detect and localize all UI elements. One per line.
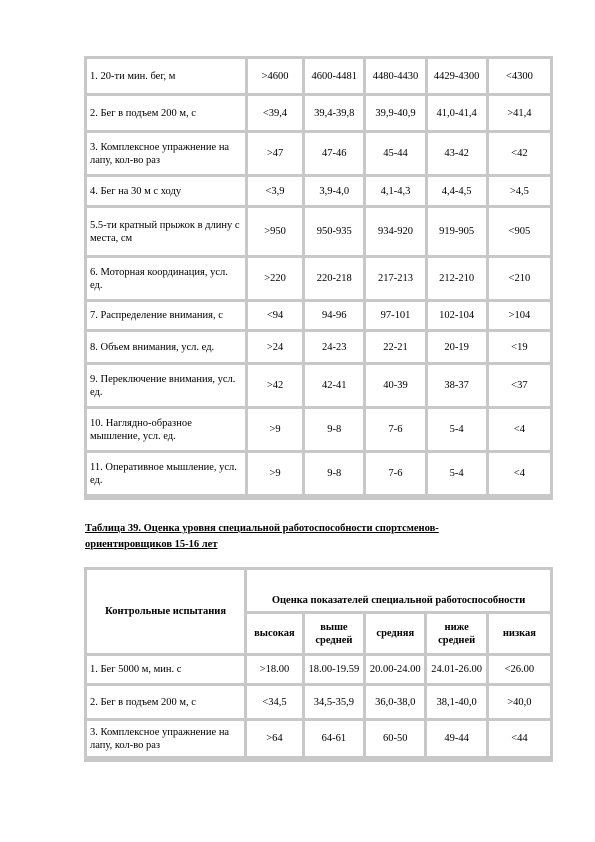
norm-value-cell: 38,1-40,0 — [427, 686, 488, 721]
norm-value-cell: <905 — [489, 208, 550, 258]
norm-value-cell: <19 — [489, 332, 550, 365]
table-row — [87, 656, 550, 686]
table-row — [87, 453, 550, 497]
level-header: высокая — [247, 614, 305, 656]
norm-value-cell: >47 — [248, 133, 305, 177]
table2-header-row — [87, 570, 550, 614]
norm-value-cell: 22-21 — [366, 332, 427, 365]
norm-value-cell: 7-6 — [366, 409, 427, 453]
norm-value-cell: <44 — [489, 721, 550, 759]
table-row — [87, 177, 550, 208]
norm-value-cell: <3,9 — [248, 177, 305, 208]
norm-value-cell: 4429-4300 — [428, 59, 489, 96]
norm-value-cell: 40-39 — [366, 365, 427, 409]
norm-value-cell: >24 — [248, 332, 305, 365]
norm-value-cell: <37 — [489, 365, 550, 409]
norm-value-cell: 5-4 — [428, 453, 489, 497]
header-group-cell: Оценка показателей специальной работоспособности — [247, 570, 550, 614]
norm-value-cell: 39,4-39,8 — [305, 96, 366, 133]
test-name-cell: 7. Распределение внимания, с — [87, 302, 248, 332]
norm-value-cell: >41,4 — [489, 96, 550, 133]
norm-value-cell: 41,0-41,4 — [428, 96, 489, 133]
norm-value-cell: <42 — [489, 133, 550, 177]
norm-value-cell: 20.00-24.00 — [366, 656, 427, 686]
norm-value-cell: <4 — [489, 409, 550, 453]
norm-value-cell: 9-8 — [305, 453, 366, 497]
norm-value-cell: <26.00 — [489, 656, 550, 686]
norm-value-cell: <34,5 — [247, 686, 305, 721]
level-header: низкая — [489, 614, 550, 656]
norm-value-cell: <4300 — [489, 59, 550, 96]
test-name-cell: 4. Бег на 30 м с ходу — [87, 177, 248, 208]
norm-value-cell: >9 — [248, 453, 305, 497]
norm-value-cell: 36,0-38,0 — [366, 686, 427, 721]
norm-value-cell: 4600-4481 — [305, 59, 366, 96]
test-name-cell: 8. Объем внимания, усл. ед. — [87, 332, 248, 365]
test-name-cell: 1. 20-ти мин. бег, м — [87, 59, 248, 96]
norm-value-cell: 934-920 — [366, 208, 427, 258]
table-row — [87, 59, 550, 96]
norm-value-cell: <39,4 — [248, 96, 305, 133]
norm-value-cell: 220-218 — [305, 258, 366, 302]
norm-value-cell: 7-6 — [366, 453, 427, 497]
norm-value-cell: 64-61 — [305, 721, 366, 759]
norm-value-cell: <4 — [489, 453, 550, 497]
norm-value-cell: 97-101 — [366, 302, 427, 332]
test-name-cell: 11. Оперативное мышление, усл. ед. — [87, 453, 248, 497]
norm-value-cell: 43-42 — [428, 133, 489, 177]
table-row — [87, 409, 550, 453]
norm-value-cell: 4,4-4,5 — [428, 177, 489, 208]
norm-value-cell: 47-46 — [305, 133, 366, 177]
norms-table-2 — [84, 567, 553, 762]
norm-value-cell: >104 — [489, 302, 550, 332]
table-row — [87, 96, 550, 133]
test-name-cell: 9. Переключение внимания, усл. ед. — [87, 365, 248, 409]
table-caption: Таблица 39. Оценка уровня специальной работоспособности спортсменов-ориентировщиков 15-16 лет — [85, 523, 439, 550]
norm-value-cell: 4,1-4,3 — [366, 177, 427, 208]
table-row — [87, 133, 550, 177]
norm-value-cell: <94 — [248, 302, 305, 332]
test-name-cell: 10. Наглядно-образное мышление, усл. ед. — [87, 409, 248, 453]
test-name-cell: 6. Моторная координация, усл. ед. — [87, 258, 248, 302]
table-row — [87, 721, 550, 759]
norms-table-1 — [84, 56, 553, 500]
norm-value-cell: >4,5 — [489, 177, 550, 208]
norm-value-cell: >64 — [247, 721, 305, 759]
norm-value-cell: >950 — [248, 208, 305, 258]
table-row — [87, 208, 550, 258]
table-row — [87, 332, 550, 365]
level-header: средняя — [366, 614, 427, 656]
norm-value-cell: <210 — [489, 258, 550, 302]
norm-value-cell: >220 — [248, 258, 305, 302]
norm-value-cell: 45-44 — [366, 133, 427, 177]
table-row — [87, 258, 550, 302]
norm-value-cell: 20-19 — [428, 332, 489, 365]
test-name-cell: 5.5-ти кратный прыжок в длину с места, см — [87, 208, 248, 258]
test-name-cell: 3. Комплексное упражнение на лапу, кол-во раз — [87, 133, 248, 177]
norm-value-cell: 42-41 — [305, 365, 366, 409]
norm-value-cell: 3,9-4,0 — [305, 177, 366, 208]
norm-value-cell: >4600 — [248, 59, 305, 96]
test-name-cell: 2. Бег в подъем 200 м, с — [87, 96, 248, 133]
table-row — [87, 302, 550, 332]
norm-value-cell: 24-23 — [305, 332, 366, 365]
norm-value-cell: 49-44 — [427, 721, 488, 759]
norm-value-cell: 4480-4430 — [366, 59, 427, 96]
table-row — [87, 686, 550, 721]
norm-value-cell: 9-8 — [305, 409, 366, 453]
norm-value-cell: 60-50 — [366, 721, 427, 759]
table-row — [87, 365, 550, 409]
norm-value-cell: 217-213 — [366, 258, 427, 302]
norm-value-cell: >18.00 — [247, 656, 305, 686]
level-header: выше средней — [305, 614, 366, 656]
test-name-cell: 2. Бег в подъем 200 м, с — [87, 686, 247, 721]
norm-value-cell: 34,5-35,9 — [305, 686, 366, 721]
norm-value-cell: 919-905 — [428, 208, 489, 258]
test-name-cell: 1. Бег 5000 м, мин. с — [87, 656, 247, 686]
norm-value-cell: 5-4 — [428, 409, 489, 453]
norm-value-cell: 38-37 — [428, 365, 489, 409]
norm-value-cell: 102-104 — [428, 302, 489, 332]
norm-value-cell: 212-210 — [428, 258, 489, 302]
header-test-cell: Контрольные испытания — [87, 570, 247, 656]
norm-value-cell: 39,9-40,9 — [366, 96, 427, 133]
norm-value-cell: 950-935 — [305, 208, 366, 258]
norm-value-cell: 94-96 — [305, 302, 366, 332]
level-header: ниже средней — [427, 614, 488, 656]
norm-value-cell: >9 — [248, 409, 305, 453]
norm-value-cell: 18.00-19.59 — [305, 656, 366, 686]
norm-value-cell: >42 — [248, 365, 305, 409]
norm-value-cell: 24.01-26.00 — [427, 656, 488, 686]
test-name-cell: 3. Комплексное упражнение на лапу, кол-во раз — [87, 721, 247, 759]
norm-value-cell: >40,0 — [489, 686, 550, 721]
table1-body — [87, 59, 550, 497]
table2-body — [87, 570, 550, 759]
